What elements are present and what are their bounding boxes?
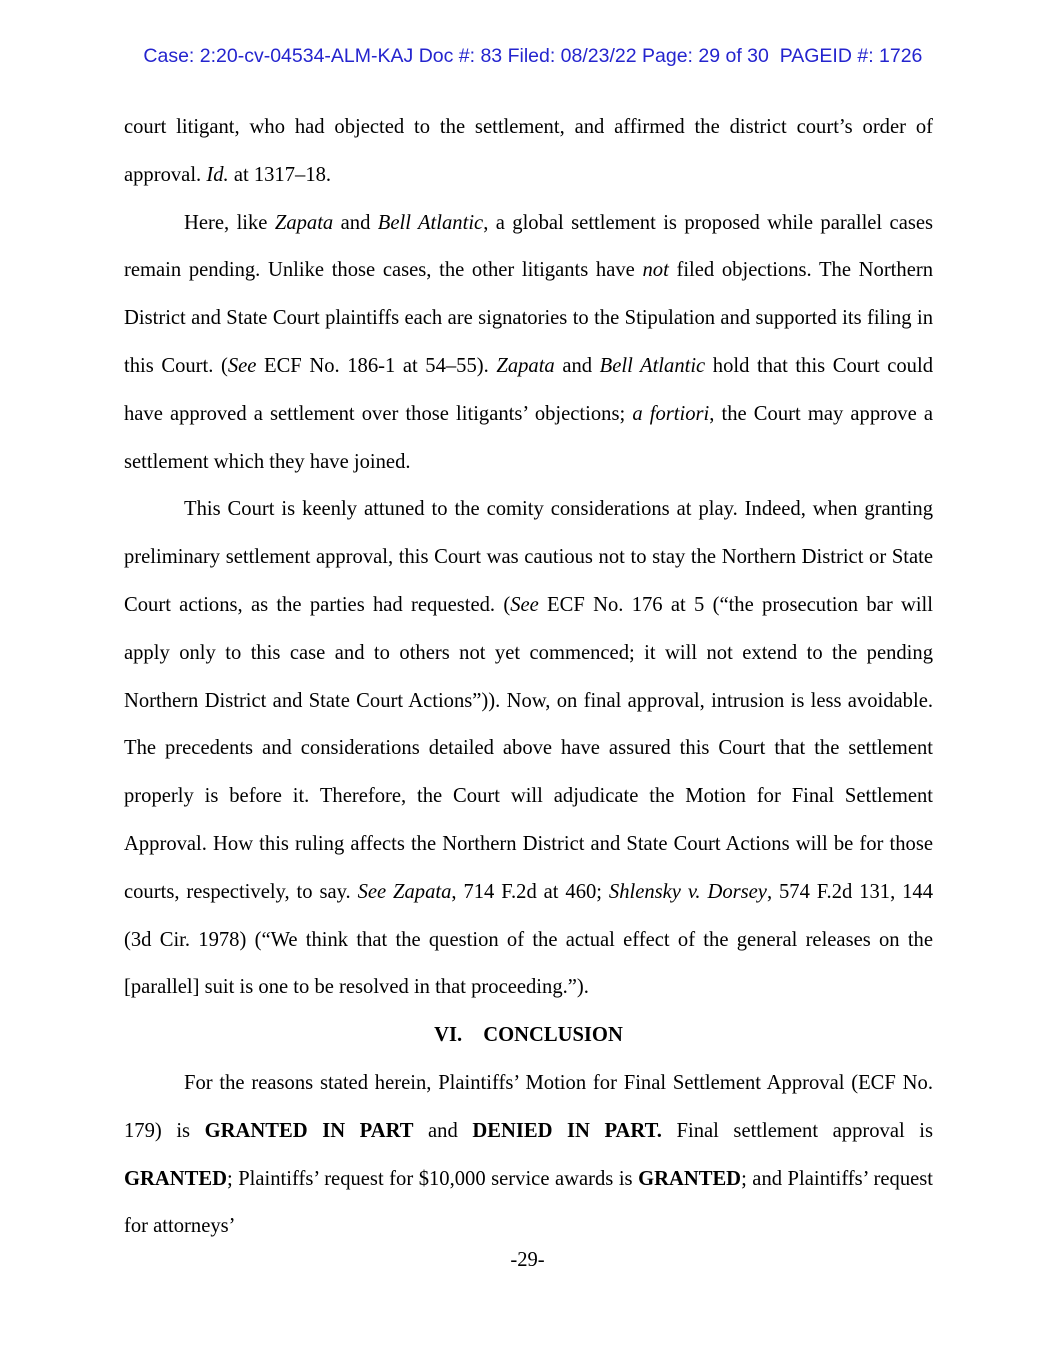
section-heading-conclusion (124, 1012, 933, 1060)
text-run: ; and Plaintiffs’ request for attorneys’ (124, 1167, 933, 1238)
text-run: and (413, 1119, 473, 1142)
case-caption: Case: 2:20-cv-04534-ALM-KAJ Doc #: 83 Filed: 08/23/22 Page: 29 of 30 PAGEID #: 1726 (143, 45, 923, 67)
text-run: , the Court may approve a settlement which they have joined. (124, 402, 933, 473)
text-run: and (333, 211, 378, 234)
text-run: and (554, 354, 600, 377)
text-run: This Court is keenly attuned to the comity considerations at play. Indeed, when granting preliminary settlement approval, this Court was cautious not to stay the Northern District or State Court actions, as the parties had requested. ( (124, 498, 933, 616)
text-run: hold that this Court could have approved a settlement over those litigants’ objections; (124, 354, 934, 425)
case-name-zapata: Zapata (496, 354, 555, 377)
ruling-granted-in-part: GRANTED IN PART (204, 1119, 414, 1142)
case-name-bell-atlantic: Bell Atlantic (599, 354, 706, 377)
text-run: at 1317–18. (228, 163, 332, 186)
paragraph-continuation (124, 104, 933, 200)
section-title: CONCLUSION (483, 1024, 623, 1047)
document-body (124, 104, 933, 1251)
text-run: , a global settlement is proposed while parallel cases remain pending. Unlike those cases, the other litigants have (124, 211, 934, 282)
ruling-denied-in-part: DENIED IN PART. (472, 1119, 662, 1142)
text-run: , 574 F.2d 131, 144 (3d Cir. 1978) (“We think that the question of the actual effect of the general releases on the [parallel] suit is one to be resolved in that proceeding.”). (124, 880, 933, 999)
paragraph-conclusion (124, 1060, 933, 1251)
ecf-filing-stamp (0, 20, 1055, 68)
page-number: -29- (510, 1249, 545, 1271)
text-run: Here, like (184, 211, 275, 234)
citation-see-zapata: See Zapata (357, 880, 452, 903)
citation-id: Id. (206, 163, 229, 186)
text-run: filed objections. The Northern District and State Court plaintiffs each are signatories to the Stipulation and supported its filing in this Court. ( (124, 259, 933, 377)
text-run: court litigant, who had objected to the settlement, and affirmed the district court’s order of approval. (124, 116, 933, 186)
text-run: ; Plaintiffs’ request for $10,000 service awards is (226, 1167, 639, 1190)
latin-phrase-a-fortiori: a fortiori (632, 402, 710, 425)
case-name-zapata: Zapata (274, 211, 334, 234)
page-number-footer (0, 1247, 1055, 1273)
ruling-granted: GRANTED (124, 1167, 227, 1190)
signal-see: See (227, 354, 257, 377)
ruling-granted: GRANTED (638, 1167, 742, 1190)
text-run: , 714 F.2d at 460; (451, 880, 609, 903)
paragraph-here-like-zapata (124, 200, 933, 487)
text-run: ECF No. 176 at 5 (“the prosecution bar will apply only to this case and to others not yet commenced; it will not extend to the pending Northern District and State Court Actions”)). Now, on final approval, intrusion is less avoidable. The precedents and considerations detailed above have assured this Court that the settlement properly is before it. Therefore, the Court will adjudicate the Motion for Final Settlement Approval. How this ruling affects the Northern District and State Court Actions will be for those courts, respectively, to say. (124, 593, 933, 903)
section-number: VI. (434, 1024, 463, 1047)
signal-see: See (510, 593, 539, 616)
emphasis-not: not (642, 259, 669, 282)
text-run: ECF No. 186-1 at 54–55). (256, 354, 497, 377)
text-run: Final settlement approval is (661, 1119, 934, 1142)
paragraph-comity (124, 486, 933, 1012)
text-run: For the reasons stated herein, Plaintiffs’ Motion for Final Settlement Approval (ECF No. 179) is (124, 1071, 933, 1142)
case-name-bell-atlantic: Bell Atlantic (377, 211, 484, 234)
case-name-shlensky-v-dorsey: Shlensky v. Dorsey (608, 880, 767, 903)
